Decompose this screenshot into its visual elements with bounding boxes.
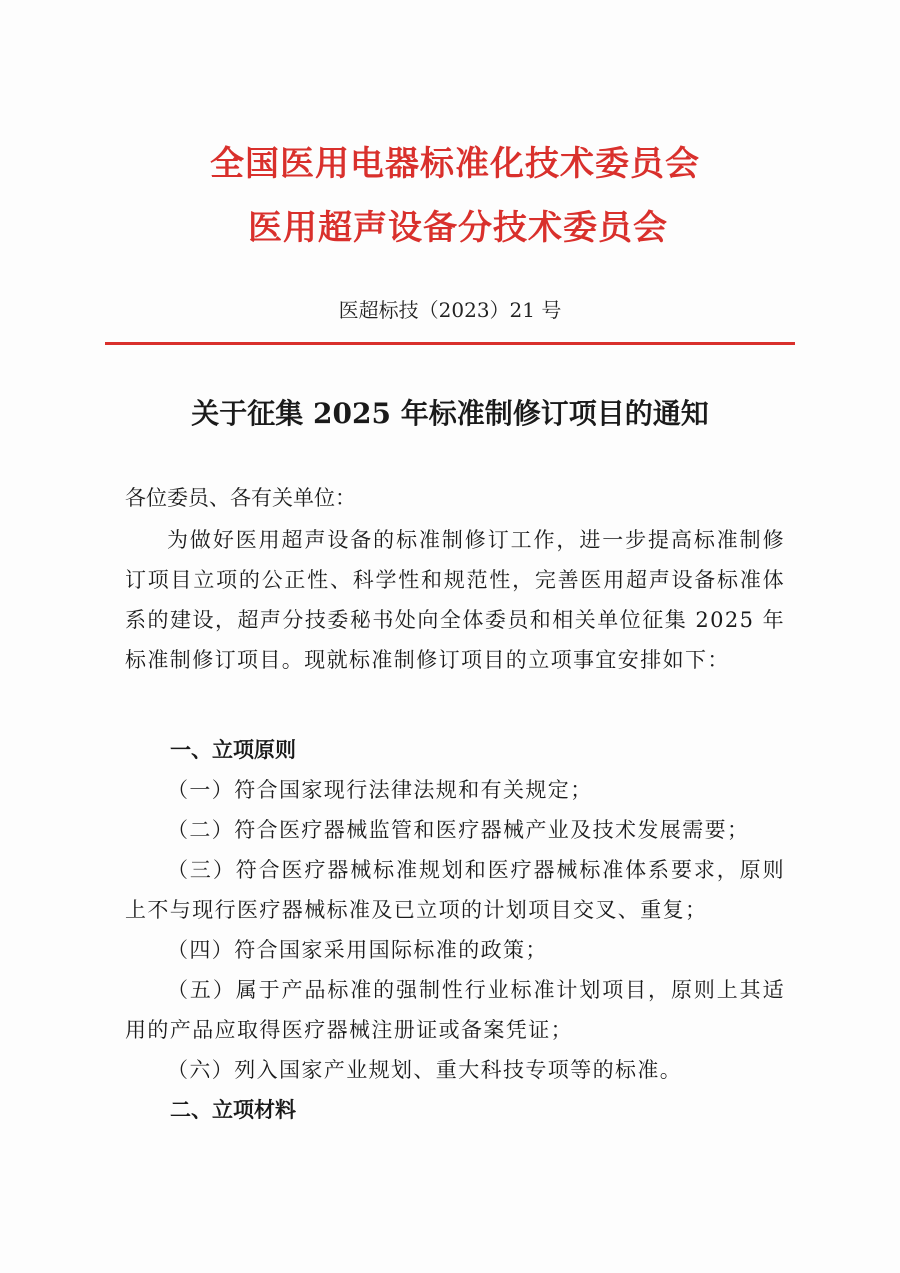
- document-number: 医超标技（2023）21 号: [338, 298, 562, 322]
- list-item: （二）符合医疗器械监管和医疗器械产业及技术发展需要；: [167, 818, 750, 842]
- issuing-subcommittee-title: 医用超声设备分技术委员会: [248, 208, 668, 248]
- section-heading-principles: 一、立项原则: [170, 737, 296, 762]
- list-item: （六）列入国家产业规划、重大科技专项等的标准。: [167, 1058, 683, 1082]
- issuing-organization-title: 全国医用电器标准化技术委员会: [210, 144, 700, 184]
- list-item: （五）属于产品标准的强制性行业标准计划项目，原则上其适用的产品应取得医疗器械注册证或备案凭证；: [125, 978, 785, 1042]
- intro-paragraph: 为做好医用超声设备的标准制修订工作，进一步提高标准制修订项目立项的公正性、科学性和规范性，完善医用超声设备标准体系的建设，超声分技委秘书处向全体委员和相关单位征集 2025 年标准制修订项目。现就标准制修订项目的立项事宜安排如下：: [125, 528, 785, 672]
- salutation: 各位委员、各有关单位：: [125, 486, 356, 510]
- principles-list: [125, 770, 785, 1090]
- notice-title: 关于征集 2025 年标准制修订项目的通知: [191, 397, 709, 430]
- list-item: （三）符合医疗器械标准规划和医疗器械标准体系要求，原则上不与现行医疗器械标准及已立项的计划项目交叉、重复；: [125, 858, 785, 922]
- list-item: （四）符合国家采用国际标准的政策；: [167, 938, 548, 962]
- section-heading-materials: 二、立项材料: [170, 1097, 296, 1122]
- list-item: （一）符合国家现行法律法规和有关规定；: [167, 778, 593, 802]
- red-header-divider: [105, 342, 795, 345]
